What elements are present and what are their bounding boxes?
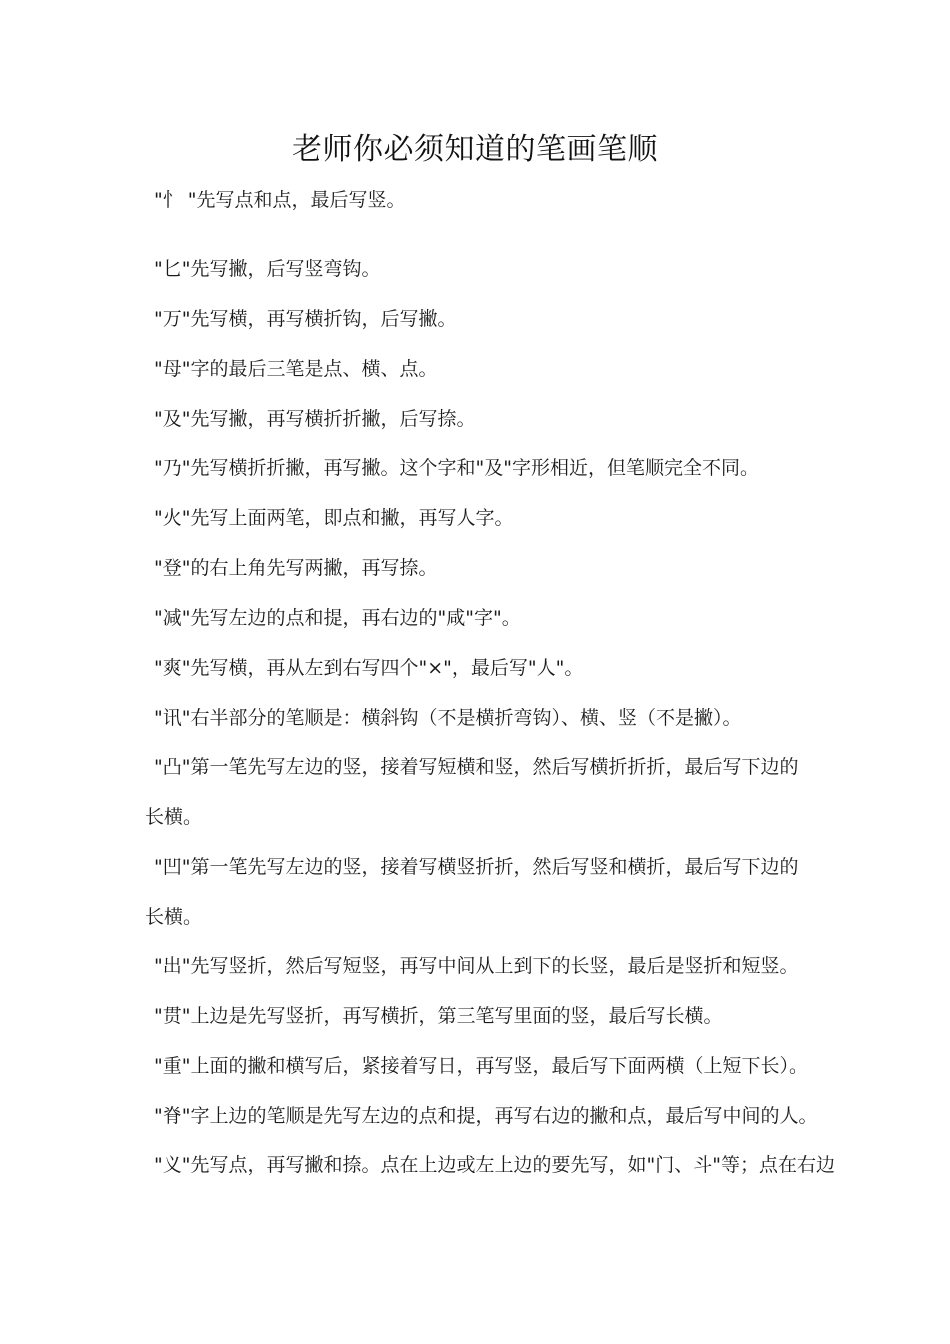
paragraph-text: "及"先写撇，再写横折折撇，后写捺。: [154, 408, 476, 430]
paragraph-text: "火"先写上面两笔，即点和撇，再写人字。: [154, 507, 514, 529]
paragraph-text: "匕"先写撇，后写竖弯钩。: [154, 258, 381, 280]
paragraph-text: "爽"先写横，再从左到右写四个"×"，最后写"人"。: [154, 657, 584, 679]
paragraph-6: [145, 455, 815, 481]
paragraph-text: "乃"先写横折折撇，再写撇。这个字和"及"字形相近，但笔顺完全不同。: [154, 457, 759, 479]
paragraph-text: "讯"右半部分的笔顺是：横斜钩（不是横折弯钩）、横、竖（不是撇）。: [154, 707, 742, 729]
paragraph-text: "重"上面的撇和横写后，紧接着写日，再写竖，最后写下面两横（上短下长）。: [154, 1055, 808, 1077]
paragraph-3: [145, 306, 815, 332]
paragraph-text: "贯"上边是先写竖折，再写横折，第三笔写里面的竖，最后写长横。: [154, 1005, 723, 1027]
paragraph-4: [145, 356, 815, 382]
document-title: 老师你必须知道的笔画笔顺: [292, 132, 658, 167]
paragraph-text: "脊"字上边的笔顺是先写左边的点和提，再写右边的撇和点，最后写中间的人。: [154, 1105, 818, 1127]
paragraph-text: "减"先写左边的点和提，再右边的"咸"字"。: [154, 607, 521, 629]
paragraph-text: "母"字的最后三笔是点、横、点。: [154, 358, 438, 380]
paragraph-text: "出"先写竖折，然后写短竖，再写中间从上到下的长竖，最后是竖折和短竖。: [154, 955, 799, 977]
paragraph-7: [145, 505, 815, 531]
paragraph-8: [145, 555, 815, 581]
paragraph-16: [145, 1053, 815, 1079]
paragraph-12: "凸"第一笔先写左边的竖，接着写短横和竖，然后写横折折折，最后写下边的长横。: [145, 756, 799, 828]
paragraph-text: "忄 "先写点和点，最后写竖。: [154, 189, 406, 211]
paragraph-17: [145, 1103, 818, 1129]
paragraph-text: "义"先写点，再写撇和捺。点在上边或左上边的要先写，如"门、斗"等；点在右边: [154, 1154, 835, 1176]
paragraph-18: [145, 1152, 835, 1178]
paragraph-13: "凹"第一笔先写左边的竖，接着写横竖折折，然后写竖和横折，最后写下边的长横。: [145, 856, 799, 928]
paragraph-text: "万"先写横，再写横折钩，后写撇。: [154, 308, 457, 330]
paragraph-1: [145, 187, 815, 213]
paragraph-9: [145, 605, 815, 631]
paragraph-15: [145, 1003, 815, 1029]
paragraph-2: [145, 256, 815, 282]
paragraph-5: [145, 406, 815, 432]
paragraph-14: [145, 953, 815, 979]
paragraph-11: [145, 705, 815, 731]
paragraph-text: "登"的右上角先写两撇，再写捺。: [154, 557, 438, 579]
paragraph-10: [145, 655, 815, 681]
